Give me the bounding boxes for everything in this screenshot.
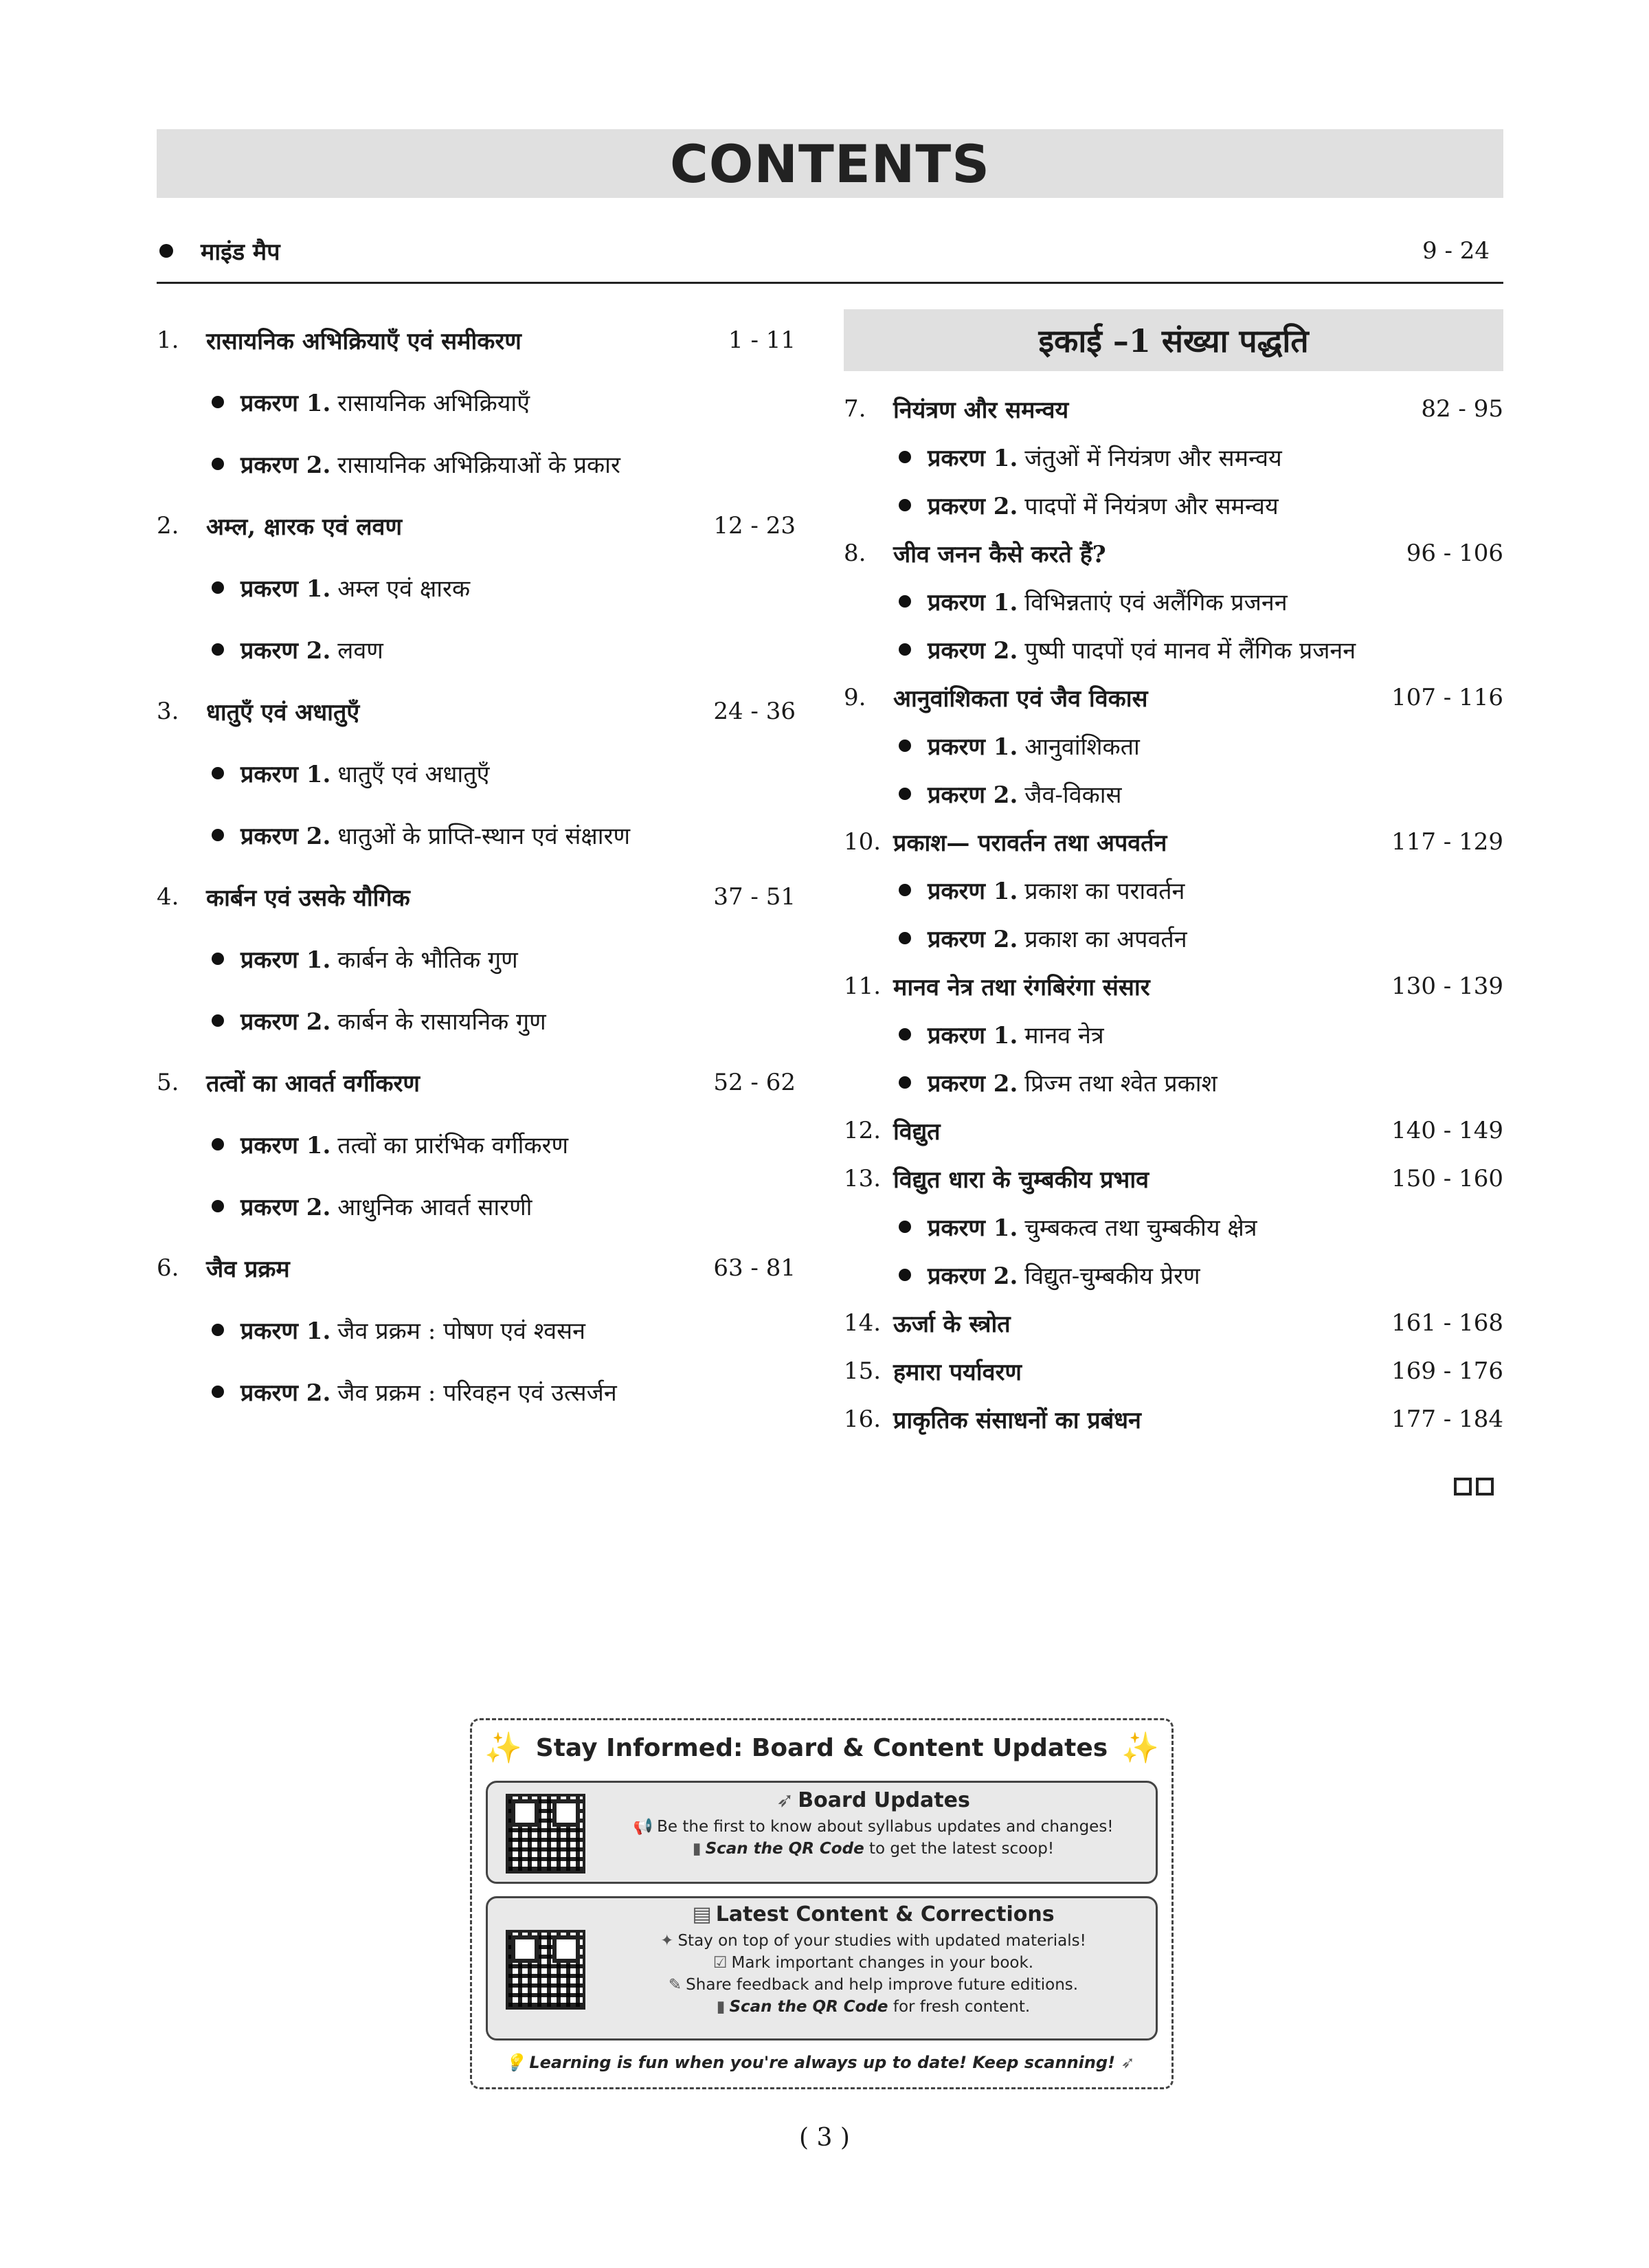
latest-content-heading: Latest Content & Corrections <box>715 1902 1055 1926</box>
chapter-number: 4. <box>157 883 179 911</box>
chapter-entry[interactable] <box>844 962 1503 1010</box>
qr-code-icon[interactable] <box>506 1930 585 2010</box>
divider <box>157 282 1503 284</box>
chapter-number: 15. <box>844 1357 882 1385</box>
chapter-entry[interactable] <box>844 1299 1503 1347</box>
subtopic-text: अम्ल एवं क्षारक <box>337 575 471 603</box>
subtopic-entry[interactable] <box>844 481 1503 529</box>
subtopic-text: विभिन्नताएं एवं अलैंगिक प्रजनन <box>1024 589 1288 616</box>
bullet-icon <box>899 451 911 463</box>
chapter-number: 7. <box>844 395 866 423</box>
subtopic-label: प्रकरण 1. <box>240 390 331 417</box>
subtopic-label: प्रकरण 1. <box>928 878 1018 905</box>
page-title: CONTENTS <box>670 133 990 194</box>
bullet-icon <box>212 1324 224 1336</box>
subtopic-text: पुष्पी पादपों एवं मानव में लैंगिक प्रजनन <box>1024 637 1356 665</box>
subtopic-text: रासायनिक अभिक्रियाओं के प्रकार <box>337 452 620 479</box>
subtopic-label: प्रकरण 1. <box>240 761 331 788</box>
bullet-icon <box>899 740 911 752</box>
subtopic-label: प्रकरण 1. <box>928 733 1018 761</box>
chapter-title: धातुएँ एवं अधातुएँ <box>206 699 360 726</box>
subtopic-label: प्रकरण 2. <box>240 1194 331 1221</box>
subtopic-text: जैव प्रक्रम : पोषण एवं श्वसन <box>337 1318 585 1345</box>
subtopic-text: प्रकाश का परावर्तन <box>1024 878 1185 905</box>
chapter-number: 16. <box>844 1405 882 1433</box>
bullet-icon <box>212 953 224 965</box>
bullet-icon <box>212 1014 224 1027</box>
chapter-number: 11. <box>844 972 882 1000</box>
subtopic-text: तत्वों का प्रारंभिक वर्गीकरण <box>337 1132 569 1159</box>
subtopic-label: प्रकरण 1. <box>240 575 331 603</box>
chapter-title: कार्बन एवं उसके यौगिक <box>206 885 410 912</box>
subtopic-entry[interactable] <box>157 928 796 990</box>
lightbulb-icon: 💡 <box>504 2053 526 2072</box>
subtopic-text: मानव नेत्र <box>1024 1022 1104 1049</box>
subtopic-label: प्रकरण 1. <box>240 946 331 974</box>
subtopic-text: धातुएँ एवं अधातुएँ <box>337 761 490 788</box>
chapter-pages: 1 - 11 <box>728 326 796 354</box>
subtopic-entry[interactable] <box>157 1361 796 1423</box>
bullet-icon <box>899 884 911 896</box>
subtopic-label: प्रकरण 2. <box>928 1070 1018 1098</box>
chapter-entry[interactable] <box>844 1347 1503 1395</box>
subtopic-entry[interactable] <box>844 914 1503 962</box>
subtopic-text: आधुनिक आवर्त सारणी <box>337 1194 532 1221</box>
party-popper-icon: ✨ <box>1121 1731 1159 1766</box>
content-line-1: Stay on top of your studies with updated materials! <box>677 1932 1086 1950</box>
subtopic-entry[interactable] <box>844 770 1503 818</box>
chapter-number: 8. <box>844 540 866 567</box>
bullet-icon <box>899 499 911 511</box>
bullet-icon <box>212 1138 224 1150</box>
board-updates-panel <box>486 1781 1158 1884</box>
page-number: ( 3 ) <box>799 2124 850 2152</box>
chapter-entry[interactable] <box>157 1237 796 1299</box>
chapter-number: 1. <box>157 326 179 354</box>
chapter-entry[interactable] <box>844 385 1503 433</box>
chapter-pages: 161 - 168 <box>1391 1309 1503 1337</box>
bullet-icon <box>159 244 173 258</box>
chapter-entry[interactable] <box>844 818 1503 866</box>
bullet-icon <box>212 829 224 841</box>
chapter-title: हमारा पर्यावरण <box>893 1359 1022 1386</box>
subtopic-text: आनुवांशिकता <box>1024 733 1140 761</box>
chapter-pages: 150 - 160 <box>1391 1165 1503 1192</box>
subtopic-text: कार्बन के रासायनिक गुण <box>337 1008 546 1036</box>
subtopic-label: प्रकरण 2. <box>928 493 1018 520</box>
chapter-pages: 107 - 116 <box>1391 684 1503 711</box>
sparkle-icon: ✦ <box>660 1932 674 1950</box>
subtopic-text: प्रिज्म तथा श्वेत प्रकाश <box>1024 1070 1218 1098</box>
bullet-icon <box>899 1028 911 1041</box>
bullet-icon <box>212 767 224 779</box>
phone-icon: ▮ <box>692 1840 702 1858</box>
chapter-pages: 82 - 95 <box>1421 395 1503 423</box>
content-line-4-em: Scan the QR Code <box>729 1998 888 2016</box>
subtopic-text: विद्युत-चुम्बकीय प्रेरण <box>1024 1263 1200 1290</box>
chapter-pages: 117 - 129 <box>1391 828 1503 856</box>
subtopic-label: प्रकरण 2. <box>240 452 331 479</box>
chapter-title: नियंत्रण और समन्वय <box>893 397 1069 424</box>
right-column <box>844 309 1503 1443</box>
subtopic-label: प्रकरण 1. <box>928 1214 1018 1242</box>
bullet-icon <box>212 643 224 656</box>
checkbox-icon: ☑ <box>713 1954 728 1972</box>
subtopic-text: जैव प्रक्रम : परिवहन एवं उत्सर्जन <box>337 1379 617 1407</box>
chapter-entry[interactable] <box>157 866 796 928</box>
chapter-entry[interactable] <box>844 1155 1503 1203</box>
chapter-title: जैव प्रक्रम <box>206 1256 290 1283</box>
subtopic-entry[interactable] <box>844 866 1503 914</box>
bullet-icon <box>212 396 224 408</box>
pencil-icon: ✎ <box>668 1976 682 1994</box>
subtopic-entry[interactable] <box>844 722 1503 770</box>
subtopic-label: प्रकरण 2. <box>240 823 331 850</box>
contents-banner <box>157 129 1503 198</box>
subtopic-label: प्रकरण 1. <box>240 1318 331 1345</box>
chapter-pages: 130 - 139 <box>1391 972 1503 1000</box>
chapter-title: तत्वों का आवर्त वर्गीकरण <box>206 1070 420 1098</box>
bullet-icon <box>899 1269 911 1281</box>
bullet-icon <box>899 643 911 656</box>
chapter-title: रासायनिक अभिक्रियाएँ एवं समीकरण <box>206 328 521 355</box>
chapter-number: 12. <box>844 1117 882 1144</box>
chapter-pages: 24 - 36 <box>713 698 796 725</box>
chapter-entry[interactable] <box>844 1395 1503 1443</box>
content-line-3: Share feedback and help improve future editions. <box>686 1976 1079 1994</box>
board-line-2-em: Scan the QR Code <box>705 1840 864 1858</box>
chapter-number: 14. <box>844 1309 882 1337</box>
subtopic-text: कार्बन के भौतिक गुण <box>337 946 518 974</box>
mindmap-pages: 9 - 24 <box>1422 237 1490 265</box>
chapter-entry[interactable] <box>157 680 796 742</box>
chapter-title: प्रकाश— परावर्तन तथा अपवर्तन <box>893 830 1167 857</box>
subtopic-entry[interactable] <box>157 557 796 619</box>
board-updates-heading: Board Updates <box>798 1788 970 1812</box>
bullet-icon <box>899 1221 911 1233</box>
end-mark-icon <box>1454 1478 1494 1496</box>
board-line-2: to get the latest scoop! <box>864 1840 1055 1858</box>
latest-content-panel <box>486 1896 1158 2041</box>
left-column <box>157 309 796 1423</box>
bullet-icon <box>899 788 911 800</box>
subtopic-entry[interactable] <box>157 371 796 433</box>
subtopic-text: जंतुओं में नियंत्रण और समन्वय <box>1024 445 1282 472</box>
subtopic-entry[interactable] <box>157 1175 796 1237</box>
chapter-entry[interactable] <box>157 495 796 557</box>
subtopic-entry[interactable] <box>844 577 1503 625</box>
rocket-icon: ➶ <box>1115 2053 1135 2072</box>
subtopic-label: प्रकरण 2. <box>928 781 1018 809</box>
chapter-pages: 63 - 81 <box>713 1254 796 1282</box>
content-line-2: Mark important changes in your book. <box>731 1954 1034 1972</box>
chapter-pages: 37 - 51 <box>713 883 796 911</box>
subtopic-entry[interactable] <box>844 433 1503 481</box>
qr-code-icon[interactable] <box>506 1794 585 1874</box>
subtopic-text: चुम्बकत्व तथा चुम्बकीय क्षेत्र <box>1024 1214 1257 1242</box>
mindmap-entry[interactable] <box>157 227 1503 275</box>
chapter-entry[interactable] <box>844 674 1503 722</box>
subtopic-label: प्रकरण 1. <box>240 1132 331 1159</box>
subtopic-text: रासायनिक अभिक्रियाएँ <box>337 390 530 417</box>
chapter-number: 6. <box>157 1254 179 1282</box>
megaphone-icon: 📢 <box>633 1818 653 1836</box>
unit-heading: इकाई –1 संख्या पद्धति <box>844 309 1503 371</box>
bullet-icon <box>212 1386 224 1398</box>
subtopic-entry[interactable] <box>157 1113 796 1175</box>
content-line-4: for fresh content. <box>888 1998 1031 2016</box>
chapter-title: विद्युत धारा के चुम्बकीय प्रभाव <box>893 1166 1149 1194</box>
chapter-pages: 177 - 184 <box>1391 1405 1503 1433</box>
chapter-title: प्राकृतिक संसाधनों का प्रबंधन <box>893 1407 1141 1434</box>
subtopic-text: पादपों में नियंत्रण और समन्वय <box>1024 493 1279 520</box>
subtopic-text: लवण <box>337 637 383 665</box>
subtopic-entry[interactable] <box>844 1203 1503 1251</box>
chapter-pages: 52 - 62 <box>713 1069 796 1096</box>
updates-card <box>470 1718 1174 2089</box>
books-icon: ▤ <box>692 1902 712 1926</box>
chapter-entry[interactable] <box>157 1052 796 1113</box>
subtopic-text: प्रकाश का अपवर्तन <box>1024 926 1187 953</box>
chapter-title: जीव जनन कैसे करते हैं? <box>893 541 1106 568</box>
bullet-icon <box>212 581 224 594</box>
subtopic-entry[interactable] <box>844 1251 1503 1299</box>
subtopic-entry[interactable] <box>157 742 796 804</box>
bullet-icon <box>899 932 911 944</box>
subtopic-label: प्रकरण 1. <box>928 445 1018 472</box>
subtopic-text: जैव-विकास <box>1024 781 1122 809</box>
mindmap-label: माइंड मैप <box>201 238 280 266</box>
chapter-number: 13. <box>844 1165 882 1192</box>
bullet-icon <box>899 1076 911 1089</box>
card-title: Stay Informed: Board & Content Updates <box>535 1734 1108 1762</box>
chapter-title: आनुवांशिकता एवं जैव विकास <box>893 685 1148 713</box>
subtopic-label: प्रकरण 1. <box>928 1022 1018 1049</box>
chapter-title: विद्युत <box>893 1118 941 1146</box>
rocket-icon: ➶ <box>776 1788 794 1812</box>
bullet-icon <box>212 458 224 470</box>
subtopic-label: प्रकरण 2. <box>240 637 331 665</box>
chapter-entry[interactable] <box>844 529 1503 577</box>
chapter-entry[interactable] <box>157 309 796 371</box>
chapter-pages: 96 - 106 <box>1406 540 1503 567</box>
subtopic-entry[interactable] <box>844 1058 1503 1107</box>
subtopic-entry[interactable] <box>157 619 796 680</box>
subtopic-label: प्रकरण 2. <box>928 1263 1018 1290</box>
chapter-number: 10. <box>844 828 882 856</box>
chapter-number: 9. <box>844 684 866 711</box>
subtopic-entry[interactable] <box>157 804 796 866</box>
party-popper-icon: ✨ <box>484 1731 522 1766</box>
subtopic-entry[interactable] <box>157 990 796 1052</box>
subtopic-text: धातुओं के प्राप्ति-स्थान एवं संक्षारण <box>337 823 631 850</box>
card-footer: Learning is fun when you're always up to date! Keep scanning! <box>529 2053 1116 2072</box>
subtopic-label: प्रकरण 2. <box>928 637 1018 665</box>
chapter-number: 2. <box>157 512 179 540</box>
chapter-number: 3. <box>157 698 179 725</box>
chapter-entry[interactable] <box>844 1107 1503 1155</box>
chapter-pages: 140 - 149 <box>1391 1117 1503 1144</box>
subtopic-entry[interactable] <box>157 433 796 495</box>
chapter-pages: 12 - 23 <box>713 512 796 540</box>
subtopic-entry[interactable] <box>844 625 1503 674</box>
subtopic-entry[interactable] <box>157 1299 796 1361</box>
chapter-title: ऊर्जा के स्त्रोत <box>893 1311 1011 1338</box>
subtopic-entry[interactable] <box>844 1010 1503 1058</box>
board-line-1: Be the first to know about syllabus updates and changes! <box>657 1818 1114 1836</box>
chapter-title: अम्ल, क्षारक एवं लवण <box>206 513 403 541</box>
bullet-icon <box>899 595 911 608</box>
subtopic-label: प्रकरण 2. <box>240 1008 331 1036</box>
phone-icon: ▮ <box>716 1998 726 2016</box>
chapter-number: 5. <box>157 1069 179 1096</box>
subtopic-label: प्रकरण 1. <box>928 589 1018 616</box>
chapter-pages: 169 - 176 <box>1391 1357 1503 1385</box>
subtopic-label: प्रकरण 2. <box>240 1379 331 1407</box>
chapter-title: मानव नेत्र तथा रंगबिरंगा संसार <box>893 974 1150 1001</box>
subtopic-label: प्रकरण 2. <box>928 926 1018 953</box>
bullet-icon <box>212 1200 224 1212</box>
